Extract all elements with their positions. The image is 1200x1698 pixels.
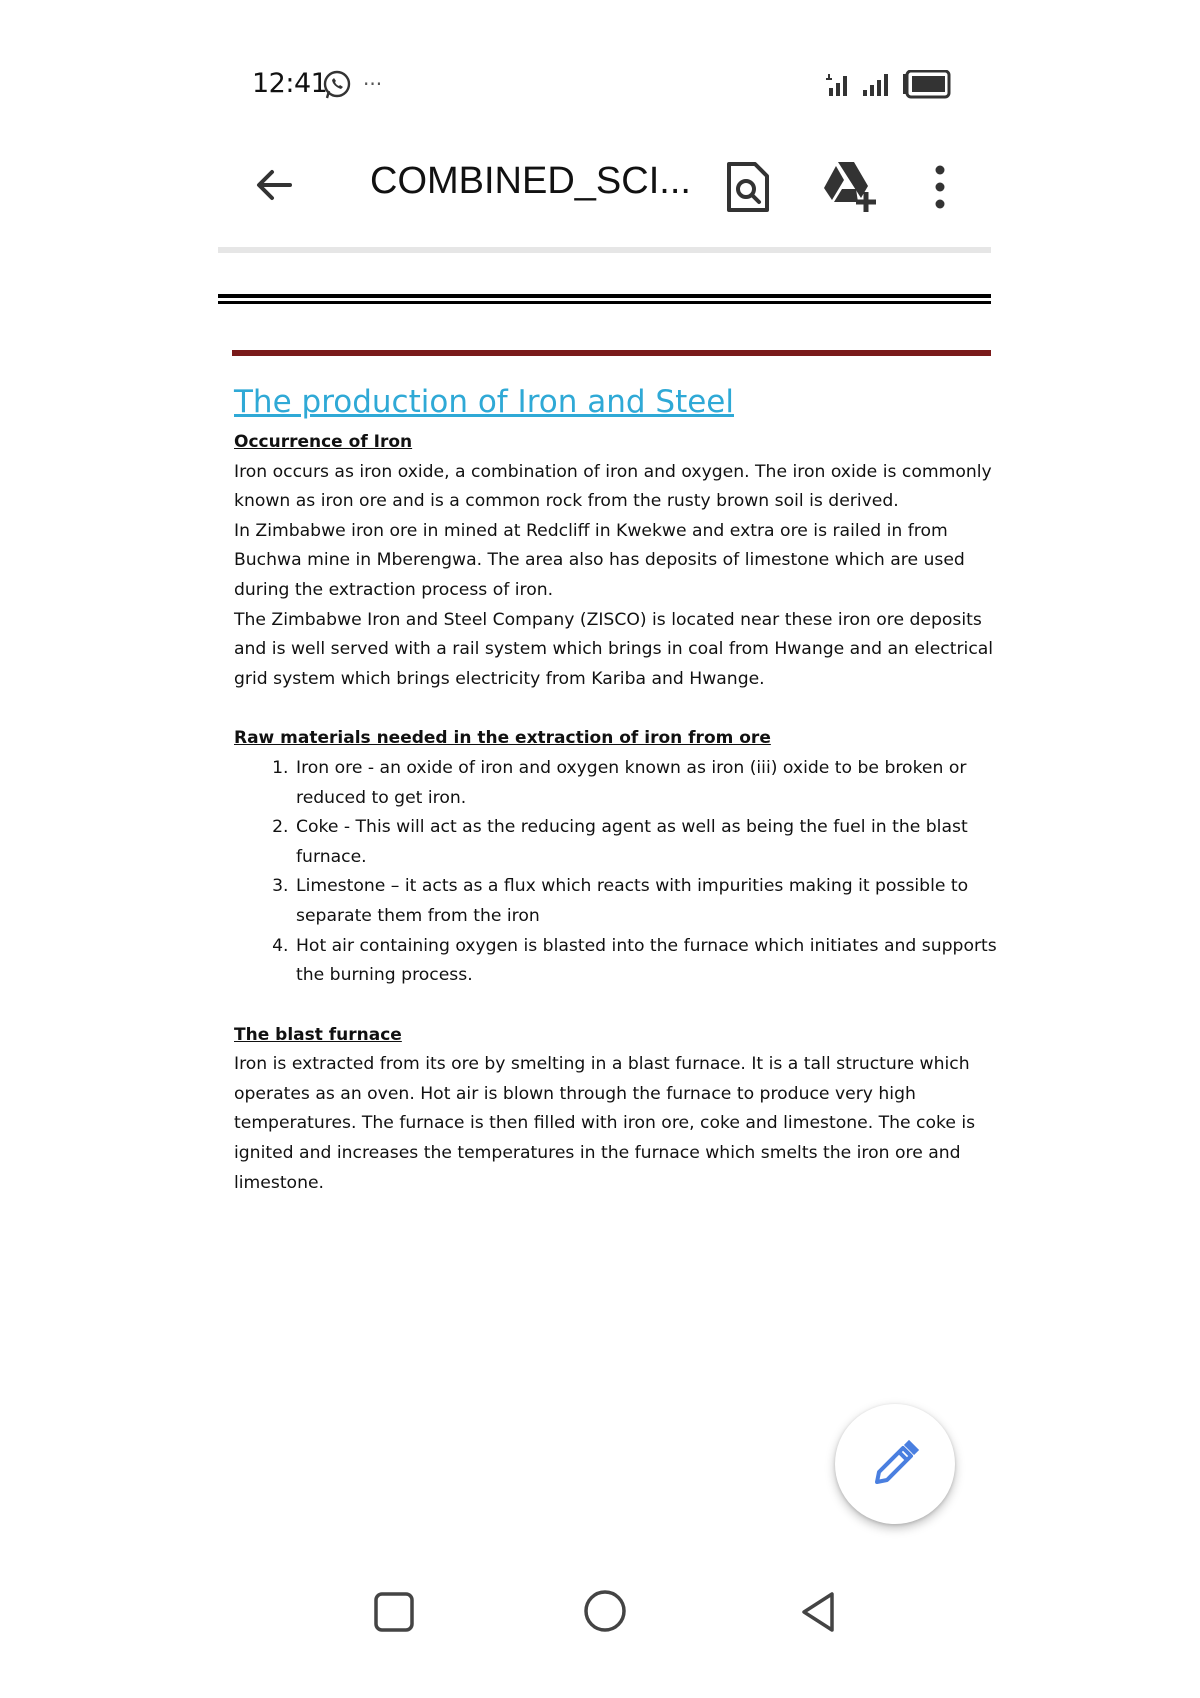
- edit-button[interactable]: [835, 1404, 955, 1524]
- title-rule: [232, 350, 991, 356]
- more-vert-icon[interactable]: [930, 162, 950, 212]
- appbar-divider: [218, 247, 991, 253]
- find-in-page-icon[interactable]: [725, 160, 771, 214]
- edit-pencil-icon: [869, 1438, 921, 1490]
- status-time: 12:41: [252, 68, 328, 99]
- signal-battery-icons: [826, 70, 951, 102]
- header-rule: [218, 301, 991, 304]
- document-heading: The production of Iron and Steel: [234, 384, 734, 420]
- more-notifications-dots: ···: [363, 72, 383, 96]
- list-item: 1. Iron ore - an oxide of iron and oxygen known as iron (iii) oxide to be broken or reduced to get iron.: [294, 754, 1004, 813]
- paragraph: The Zimbabwe Iron and Steel Company (ZISCO) is located near these iron ore deposits and is well served with a rail system which brings in coal from Hwange and an electrical grid system which brings electricity from Kariba and Hwange.: [234, 609, 994, 689]
- section-heading: Raw materials needed in the extraction of iron from ore: [234, 728, 771, 749]
- raw-materials-list: [234, 754, 1004, 991]
- section-heading: Occurrence of Iron: [234, 432, 413, 452]
- add-to-drive-icon[interactable]: [820, 158, 878, 212]
- section-heading: The blast furnace: [234, 1024, 402, 1045]
- back-triangle-icon[interactable]: [796, 1588, 840, 1636]
- whatsapp-icon: [321, 69, 353, 101]
- document-title: COMBINED_SCI...: [370, 160, 691, 202]
- document-body: [234, 380, 1004, 1198]
- paragraph: Iron occurs as iron oxide, a combination of iron and oxygen. The iron oxide is commonly known as iron ore and is a common rock from the rusty brown soil is derived.: [234, 461, 992, 512]
- recents-square-icon[interactable]: [372, 1590, 416, 1634]
- list-item: 2. Coke - This will act as the reducing agent as well as being the fuel in the blast furnace.: [294, 813, 1004, 872]
- list-item: 3. Limestone – it acts as a flux which reacts with impurities making it possible to separate them from the iron: [294, 872, 1004, 931]
- battery-icon: [903, 71, 949, 97]
- signal-icon: [826, 74, 888, 96]
- paragraph: Iron is extracted from its ore by smelting in a blast furnace. It is a tall structure which operates as an oven. Hot air is blown through the furnace to produce very high temperatures. The furnace is then filled with iron ore, coke and limestone. The coke is ignited and increases the temperatures in the furnace which smelts the iron ore and limestone.: [234, 1054, 976, 1193]
- home-circle-icon[interactable]: [582, 1588, 628, 1634]
- header-rule: [218, 294, 991, 298]
- paragraph: In Zimbabwe iron ore in mined at Redcliff in Kwekwe and extra ore is railed in from Buchwa mine in Mberengwa. The area also has deposits of limestone which are used during the extraction process of iron.: [234, 520, 965, 600]
- list-item: 4. Hot air containing oxygen is blasted into the furnace which initiates and supports the burning process.: [294, 932, 1004, 991]
- back-arrow-icon[interactable]: [250, 160, 300, 210]
